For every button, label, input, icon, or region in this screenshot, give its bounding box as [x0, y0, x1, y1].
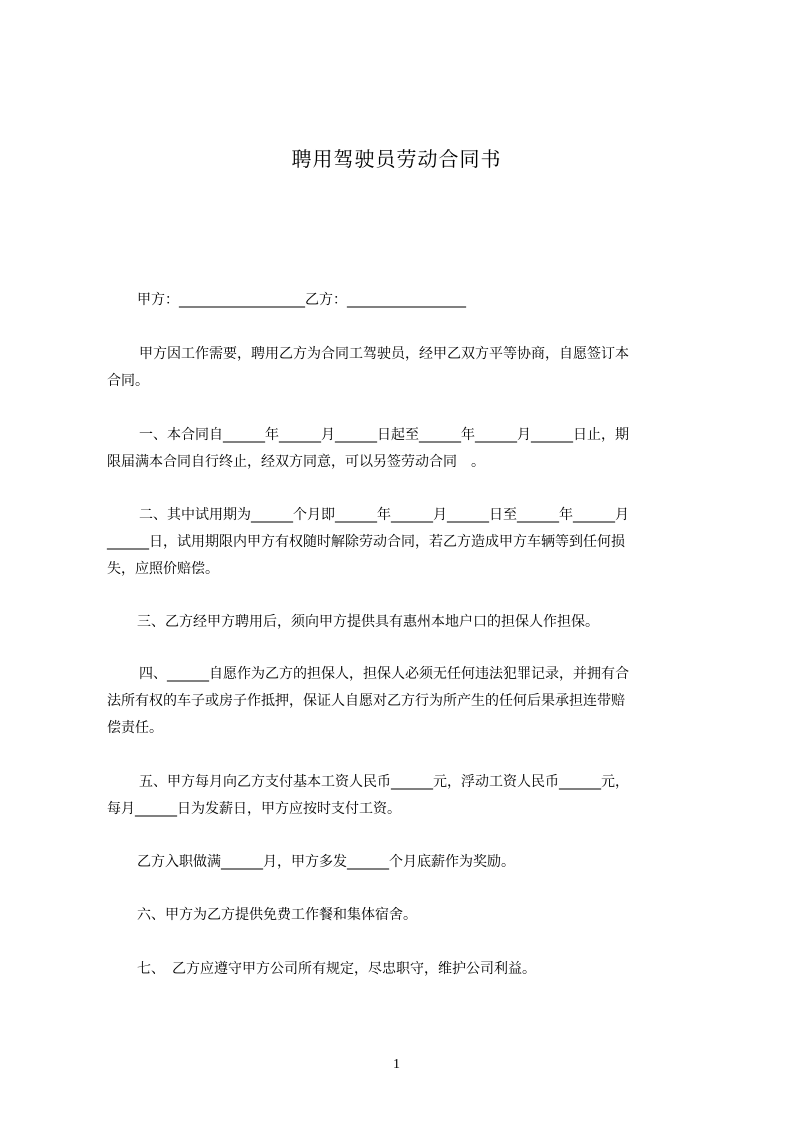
- clause-4-line-1: 四、______自愿作为乙方的担保人，担保人必须无任何违法犯罪记录，并拥有合: [139, 666, 629, 682]
- clause-2-line-2: ______日，试用期限内甲方有权随时解除劳动合同，若乙方造成甲方车辆等到任何损: [107, 534, 625, 550]
- intro-paragraph-line-1: 甲方因工作需要，聘用乙方为合同工驾驶员，经甲乙双方平等协商，自愿签订本: [139, 346, 629, 362]
- clause-4-line-3: 偿责任。: [107, 720, 163, 736]
- clause-3-line-1: 三、乙方经甲方聘用后，须向甲方提供具有惠州本地户口的担保人作担保。: [137, 614, 599, 630]
- clause-2-line-3: 失，应照价赔偿。: [107, 561, 219, 577]
- clause-7-line-1: 七、 乙方应遵守甲方公司所有规定，尽忠职守，维护公司利益。: [137, 961, 536, 977]
- party-line: 甲方：__________________乙方：_________________: [137, 292, 466, 308]
- clause-6-line-1: 六、甲方为乙方提供免费工作餐和集体宿舍。: [137, 907, 417, 923]
- clause-5-line-1: 五、甲方每月向乙方支付基本工资人民币______元，浮动工资人民币______元，: [139, 774, 629, 790]
- clause-5-line-2: 每月______日为发薪日，甲方应按时支付工资。: [107, 801, 401, 817]
- clause-2-line-1: 二、其中试用期为______个月即______年______月______日至______年______月: [139, 507, 629, 523]
- document-title: 聘用驾驶员劳动合同书: [291, 147, 502, 171]
- clause-1-line-1: 一、本合同自______年______月______日起至______年______月______日止，期: [139, 427, 629, 443]
- intro-paragraph-line-2: 合同。: [107, 373, 149, 389]
- clause-1-line-2: 限届满本合同自行终止，经双方同意，可以另签劳动合同 。: [107, 454, 485, 470]
- bonus-line: 乙方入职做满______月，甲方多发______个月底薪作为奖励。: [137, 854, 515, 870]
- page-number: 1: [393, 1057, 400, 1072]
- clause-4-line-2: 法所有权的车子或房子作抵押，保证人自愿对乙方行为所产生的任何后果承担连带赔: [107, 693, 625, 709]
